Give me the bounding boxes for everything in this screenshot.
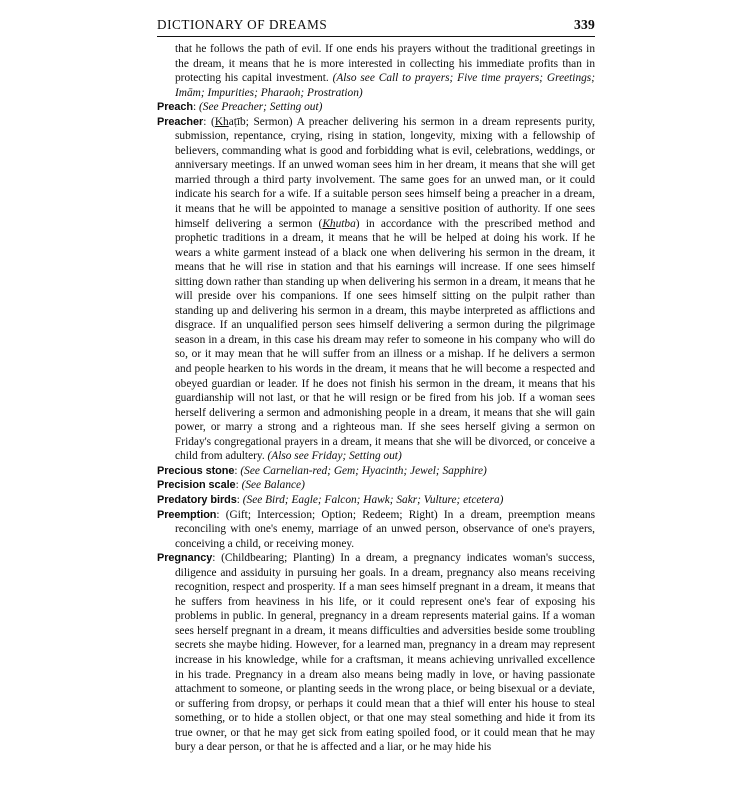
transliteration-rest-khatib: aṭīb bbox=[228, 115, 246, 128]
body-text-column bbox=[157, 42, 595, 755]
entry-body-pregnancy: (Childbearing; Planting) In a dream, a pregnancy indicates woman's success, diligence and assiduity in pursuing her goals. In a dream, pregnancy also means receiving recognition, respect and prosperity. If a man sees himself pregnant in a dream, it means that he suffers from heaviness in his life, or it could represent one's fear of exposing his problems in public. In general, pregnancy in a dream represents material gains. If a woman sees herself pregnant in a dream, it means difficulties and adversities beside some troubling secrets she maybe hiding. However, for a learned man, pregnancy in a dream may represent increase in his knowledge, while for a craftsman, it means achieving unrivalled excellence in his trade. Pregnancy in a dream also means being madly in love, or having passionate attachment to someone, or planting seeds in the wrong place, or being bisexual or a deviate, or suffering from dropsy, or perhaps it could mean that a thief will enter his house to steal something, or to hide a stollen object, or that one may steal something and hide it from its true owner, or that he may get sick from eating spoiled food, or it could mean that he may bury a dear person, or that he is affected and a liar, or he may hide his bbox=[175, 552, 595, 754]
continued-paragraph bbox=[157, 42, 595, 100]
gloss-open-paren: ( bbox=[211, 115, 215, 128]
gloss-rest: ; Sermon) bbox=[245, 115, 297, 128]
page-content bbox=[157, 17, 595, 755]
transliteration-digraph-khutba: Kh bbox=[322, 217, 336, 230]
entry-colon: : bbox=[216, 508, 226, 521]
transliteration-rest-khutba: utba bbox=[335, 217, 356, 230]
entry-cross-reference-precision-scale: (See Balance) bbox=[241, 479, 305, 492]
entry-pregnancy bbox=[157, 551, 595, 755]
entry-preacher bbox=[157, 115, 595, 464]
entry-headword-preemption: Preemption bbox=[157, 508, 217, 521]
entry-colon: : bbox=[234, 464, 241, 477]
entry-headword-pregnancy: Pregnancy bbox=[157, 552, 213, 565]
entry-colon: : bbox=[236, 493, 243, 506]
entry-headword-preach: Preach bbox=[157, 101, 194, 114]
entry-headword-predatory-birds: Predatory birds bbox=[157, 493, 237, 506]
entry-body-part-1: A preacher delivering his sermon in a dream represents purity, submission, repentance, crying, rising in station, longevity, mixing with a fellowship of believers, commanding what is good and forbidding what is evil, celebrations, weddings, or anniversary meetings. If an unwed woman sees him in her dream, it means that she will get married through a third party involvement. The same goes for an unwed man, or it could indicate his search for a wife. If a suitable person sees himself being a preacher in a dream, it means that he will be appointed to manage a sensitive position of authority. If one sees himself delivering a sermon ( bbox=[175, 115, 595, 230]
entry-cross-reference-preacher: (Also see Friday; Setting out) bbox=[267, 450, 402, 463]
entry-headword-precious-stone: Precious stone bbox=[157, 464, 235, 477]
entry-preemption bbox=[157, 508, 595, 552]
entry-headword-precision-scale: Precision scale bbox=[157, 479, 236, 492]
running-head-title: DICTIONARY OF DREAMS bbox=[157, 17, 328, 32]
entry-colon: : bbox=[203, 115, 212, 128]
entry-cross-reference-precious-stone: (See Carnelian-red; Gem; Hyacinth; Jewel; Sapphire) bbox=[240, 464, 487, 477]
transliteration-digraph-khatib: Kh bbox=[214, 115, 229, 128]
entry-precious-stone bbox=[157, 464, 595, 479]
entry-colon: : bbox=[235, 479, 242, 492]
entry-predatory-birds bbox=[157, 493, 595, 508]
running-head bbox=[157, 17, 595, 34]
entry-colon: : bbox=[212, 552, 222, 565]
entry-body-preemption: (Gift; Intercession; Option; Redeem; Right) In a dream, preemption means reconciling with one's enemy, marriage of an unwed person, observance of one's prayers, conceiving a child, or receiving money. bbox=[175, 508, 595, 550]
entry-body-part-2: ) in accordance with the prescribed method and prophetic traditions in a dream, it means that he will be helped at doing his work. If he wears a white garment instead of a black one when delivering his sermon in the dream, it means that he will rise in station and that his earnings will increase. If one sees himself sitting down rather than standing up when delivering his sermon in a dream, it means that he will preside over his companions. If one sees himself sitting on the pulpit rather than standing up and delivering his sermon in a dream, this maybe interpreted as afflictions and disgrace. If an unqualified person sees himself delivering a sermon during the pilgrimage season in a dream, in this case his dream may refer to someone in his company who will do so, or it may mean that he will suffer from an illness or a mishap. If he delivers a sermon and people hearken to his words in the dream, it means that he will become a respected and obeyed guardian or leader. If he does not finish his sermon in the dream, it means that his guardianship will not last, or that he will resign or be fired from his job. If a woman sees herself delivering a sermon and admonishing people in a dream, it means that she will gain power, or marry a strong and a righteous man. If she sees herself giving a sermon on Friday's congregational prayers in a dream, it means that she will be divorced, or conceive a child from adultery. bbox=[175, 217, 595, 463]
page-number: 339 bbox=[574, 17, 595, 32]
entry-colon: : bbox=[193, 101, 200, 114]
continued-paragraph-text: that he follows the path of evil. If one ends his prayers without the traditional greetings in the dream, it means that he is more interested in collecting his immediate profits than in protecting his capital investment. bbox=[175, 43, 595, 85]
entry-headword-preacher: Preacher bbox=[157, 115, 204, 128]
header-rule bbox=[157, 36, 595, 37]
continued-paragraph-cross-reference: (Also see Call to prayers; Five time prayers; Greetings; Imām; Impurities; Pharaoh; Prostration) bbox=[175, 72, 595, 99]
entry-preach bbox=[157, 100, 595, 115]
entry-cross-reference-predatory-birds: (See Bird; Eagle; Falcon; Hawk; Sakr; Vulture; etcetera) bbox=[242, 493, 504, 506]
entry-precision-scale bbox=[157, 478, 595, 493]
entry-cross-reference-preach: (See Preacher; Setting out) bbox=[199, 101, 323, 114]
